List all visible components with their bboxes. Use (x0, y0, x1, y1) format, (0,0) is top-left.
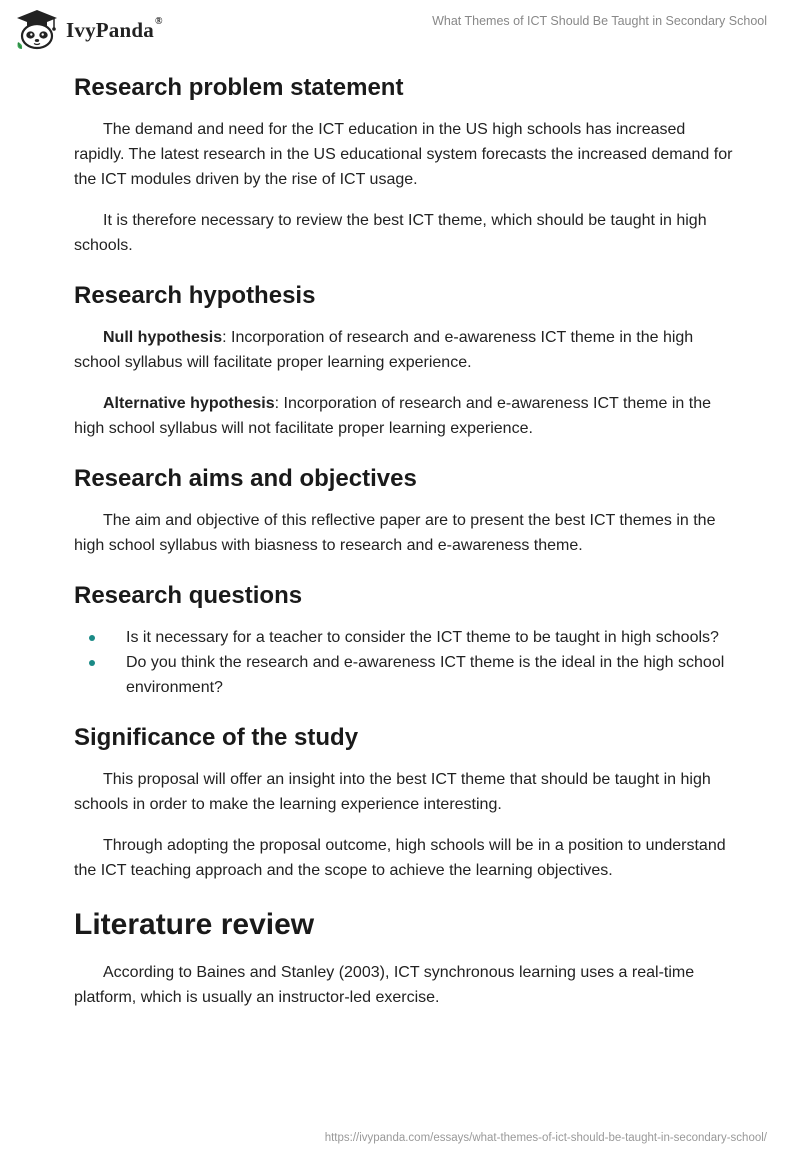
paragraph-alternative-hypothesis (74, 391, 734, 441)
heading-research-hypothesis: Research hypothesis (74, 282, 316, 309)
null-hypothesis-text: : Incorporation of research and e-awareness ICT theme in the high school syllabus will facilitate proper learning experience. (74, 329, 694, 371)
alternative-hypothesis-text: : Incorporation of research and e-awareness ICT theme in the high school syllabus will not facilitate proper learning experience. (74, 395, 711, 437)
source-url[interactable]: https://ivypanda.com/essays/what-themes-of-ict-should-be-taught-in-secondary-school/ (324, 1132, 767, 1144)
paragraph: The demand and need for the ICT education in the US high schools has increased rapidly. The latest research in the US educational system forecasts the increased demand for the ICT modules driven by the rise of ICT usage. (74, 121, 733, 188)
alternative-hypothesis-label: Alternative hypothesis (103, 395, 275, 412)
heading-literature-review: Literature review (74, 908, 315, 941)
list-item: Is it necessary for a teacher to consider the ICT theme to be taught in high schools? (74, 625, 734, 650)
heading-research-problem: Research problem statement (74, 74, 404, 101)
list-item: Do you think the research and e-awareness ICT theme is the ideal in the high school environment? (74, 650, 734, 700)
paragraph: The aim and objective of this reflective paper are to present the best ICT themes in the high school syllabus with biasness to research and e-awareness theme. (74, 512, 716, 554)
paragraph-null-hypothesis (74, 325, 734, 375)
running-title: What Themes of ICT Should Be Taught in Secondary School (432, 14, 767, 28)
paragraph: It is therefore necessary to review the best ICT theme, which should be taught in high schools. (74, 212, 707, 254)
document-body (74, 70, 734, 1010)
null-hypothesis-label: Null hypothesis (103, 329, 223, 346)
bullet-icon (89, 660, 95, 666)
paragraph: Through adopting the proposal outcome, high schools will be in a position to understand the ICT teaching approach and the scope to achieve the learning objectives. (74, 837, 726, 879)
heading-significance: Significance of the study (74, 724, 359, 751)
paragraph: According to Baines and Stanley (2003), ICT synchronous learning uses a real-time platform, which is usually an instructor-led exercise. (74, 964, 695, 1006)
paragraph: This proposal will offer an insight into the best ICT theme that should be taught in high schools in order to make the learning experience interesting. (74, 771, 711, 813)
heading-research-questions: Research questions (74, 582, 303, 609)
brand-name: IvyPanda® (66, 15, 163, 42)
page-header (0, 0, 800, 60)
ivypanda-logo[interactable] (14, 8, 163, 50)
research-questions-list (74, 625, 734, 700)
bullet-icon (89, 635, 95, 641)
heading-research-aims: Research aims and objectives (74, 465, 417, 492)
panda-graduate-icon (14, 8, 60, 50)
